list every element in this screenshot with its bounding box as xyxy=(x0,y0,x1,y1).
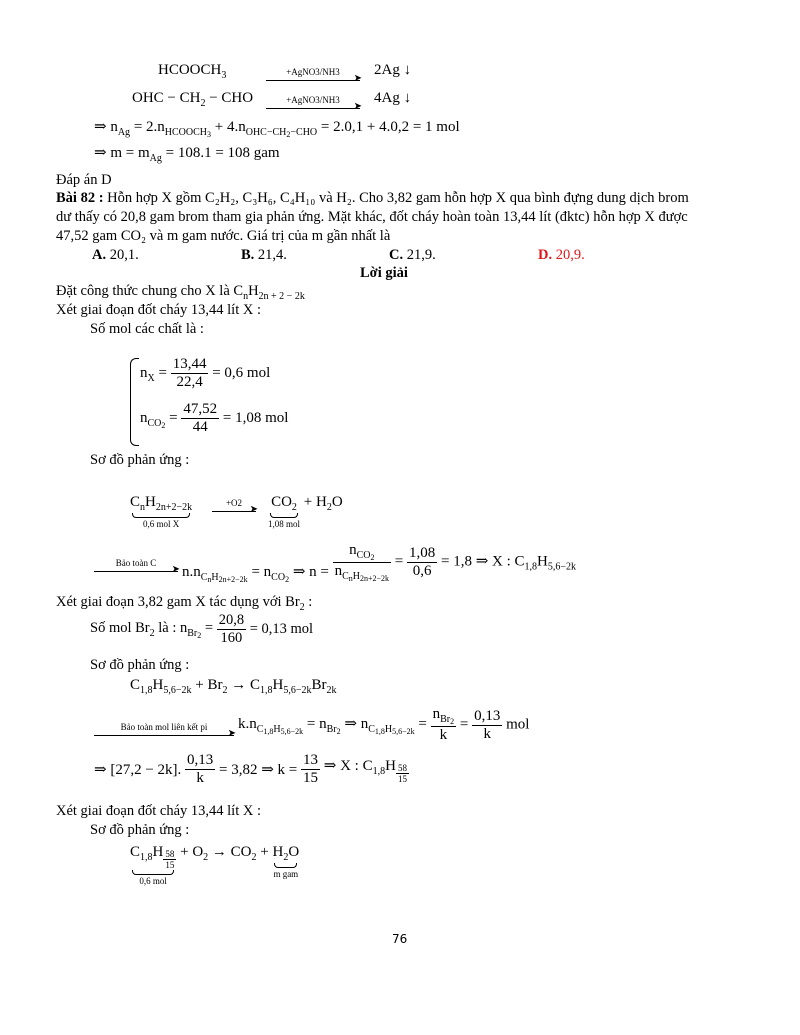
text: ⇒ n xyxy=(340,716,369,732)
sub: 2 xyxy=(161,420,166,430)
text: = 0,6 mol xyxy=(212,364,271,381)
sub: H xyxy=(384,724,393,735)
frac-num: 13,44 xyxy=(172,356,207,372)
reaction-3-products xyxy=(268,494,343,529)
sub: H xyxy=(352,570,360,582)
sub: C xyxy=(342,570,349,582)
text: C xyxy=(130,677,141,693)
text: n xyxy=(432,706,441,722)
arrow-label: Bảo toàn mol liên kết pi xyxy=(120,722,208,733)
option-d xyxy=(538,247,585,264)
sub: 2n+2−2k xyxy=(360,573,390,583)
text: = 3,82 ⇒ k = xyxy=(219,762,298,778)
text: = 1,08 mol xyxy=(222,409,289,426)
text: = 0,13 mol xyxy=(249,621,314,637)
brace-caption: m gam xyxy=(273,869,299,879)
text: ⇒ n = xyxy=(289,564,329,580)
sub: 2 xyxy=(237,498,243,509)
frac-num: 0,13 xyxy=(187,752,214,768)
sub: 2 xyxy=(326,502,332,513)
sub: 5,6−2k xyxy=(283,685,312,696)
text: O xyxy=(331,494,343,510)
text: ⇒ [27,2 − 2k]. xyxy=(94,762,182,778)
sub: 1,8 xyxy=(372,765,386,777)
text: = xyxy=(414,716,427,732)
reaction-3-arrow: +O2 ➤ xyxy=(212,502,256,519)
sub: H xyxy=(273,724,281,735)
frac-den: 15 xyxy=(165,860,175,870)
text: n.n xyxy=(182,564,201,580)
reaction-5 xyxy=(130,844,299,886)
carbon-balance-equation xyxy=(182,540,576,584)
frac-num: 1,08 xyxy=(409,544,436,561)
sub: Br xyxy=(326,724,337,735)
sub: 2 xyxy=(283,852,289,863)
sub: CO xyxy=(271,572,286,583)
frac-num: 58 xyxy=(165,849,175,859)
pi-balance-equation xyxy=(238,706,529,744)
problem-line-3: 47,52 gam CO₂ và m gam nước. Giá trị của m gần nhất là xyxy=(56,228,391,244)
eq-part: = 108.1 = 108 gam xyxy=(161,145,280,161)
sol-line-2: Xét giai đoạn đốt cháy 13,44 lít X : xyxy=(56,302,261,318)
sub: CO xyxy=(147,417,162,429)
sub: 5,6−2k xyxy=(547,561,577,573)
option-c xyxy=(389,247,436,264)
option-letter: B. xyxy=(241,247,255,263)
text: → CO xyxy=(208,844,252,860)
problem-label: Bài 82 : xyxy=(56,190,104,206)
sub: 2 xyxy=(450,717,455,726)
sub: 2n + 2 − 2k xyxy=(258,291,305,302)
br2-moles xyxy=(90,612,313,647)
sol-line-8: Sơ đồ phản ứng : xyxy=(90,822,190,838)
reaction-1-reactant: HCOOCH xyxy=(158,62,222,78)
sub: 2 xyxy=(299,602,305,613)
reaction-1-product: 2Ag ↓ xyxy=(374,62,412,78)
sub: 3 xyxy=(221,70,227,81)
eq-part: + 4.n xyxy=(211,119,246,135)
sub: n xyxy=(140,502,146,513)
sub: C xyxy=(256,724,264,735)
arrow-label: Bảo toàn C xyxy=(115,558,157,569)
sub: 2 xyxy=(251,852,257,863)
sub: 1,8 xyxy=(374,727,385,736)
reaction-2-product: 4Ag ↓ xyxy=(374,90,412,106)
sub: OHC−CH xyxy=(245,127,287,138)
frac-num: 47,52 xyxy=(183,401,218,417)
brace-caption: 1,08 mol xyxy=(268,519,301,529)
text: n xyxy=(140,364,148,381)
sub: 2 xyxy=(336,727,341,736)
option-letter: D. xyxy=(538,247,553,263)
sub: C xyxy=(368,724,375,735)
sub: 3 xyxy=(335,67,340,78)
sub: n xyxy=(348,573,353,583)
sub: 2n+2−2k xyxy=(218,575,248,584)
text: H xyxy=(537,553,548,570)
frac-den: k xyxy=(483,725,491,742)
sol-line-6: Sơ đồ phản ứng : xyxy=(90,657,190,673)
text: Br xyxy=(311,677,327,693)
option-value: 21,9. xyxy=(403,247,436,263)
option-a xyxy=(92,247,139,264)
text: + xyxy=(256,844,273,860)
text: : xyxy=(304,594,313,610)
sub: 5,6−2k xyxy=(280,727,304,736)
text: Đặt công thức chung cho X là C xyxy=(56,283,244,299)
sub: 1,8 xyxy=(524,561,538,573)
sub: 2k xyxy=(326,685,337,696)
text: = 1,8 ⇒ X : C xyxy=(441,553,525,570)
eq-part: ⇒ n xyxy=(94,119,118,135)
arrow-label-tail: /NH xyxy=(319,95,336,106)
text: H xyxy=(272,844,284,860)
text: H xyxy=(272,677,284,693)
sub: 1,8 xyxy=(259,685,273,696)
text: = xyxy=(394,553,404,570)
nag-equation xyxy=(94,117,460,139)
sol-line-1 xyxy=(56,283,305,302)
text: H xyxy=(145,494,156,510)
reaction-1 xyxy=(158,62,226,81)
m-equation xyxy=(94,143,280,164)
option-value: 21,4. xyxy=(254,247,287,263)
text: Số mol Br xyxy=(90,619,150,636)
frac-den: 160 xyxy=(220,630,243,646)
reaction-4 xyxy=(130,677,336,696)
text: n xyxy=(140,409,148,426)
text: C xyxy=(130,844,141,860)
arrow-label: +O xyxy=(225,498,238,509)
sub: −CHO xyxy=(290,127,318,138)
frac-den: 15 xyxy=(397,773,407,784)
sub: CO xyxy=(356,549,371,561)
sub: X xyxy=(147,372,155,384)
text: CO xyxy=(271,494,292,510)
brace-caption: 0,6 mol X xyxy=(142,519,180,529)
sub: 3 xyxy=(207,130,212,139)
sub: HCOOCH xyxy=(164,127,208,138)
frac-num: 0,13 xyxy=(474,707,501,724)
k-equation xyxy=(94,752,409,787)
nco2-equation: $n_{CO2}$ = $\frac{47,52}{44}$ = 1,08 mol xyxy=(140,401,289,435)
eq-part: ⇒ m = m xyxy=(94,145,150,161)
sol-line-4: Sơ đồ phản ứng : xyxy=(90,452,190,468)
sub: 2 xyxy=(149,627,155,639)
option-letter: C. xyxy=(389,247,404,263)
sub: 1,8 xyxy=(140,852,153,863)
sub: 2 xyxy=(197,630,202,640)
sol-line-7: Xét giai đoạn đốt cháy 13,44 lít X : xyxy=(56,803,261,819)
reaction-3-reactant xyxy=(130,494,192,529)
text: H xyxy=(248,283,259,299)
text: n xyxy=(349,541,357,558)
option-letter: A. xyxy=(92,247,107,263)
sub: 1,8 xyxy=(140,685,153,696)
sub: H xyxy=(211,572,219,583)
sub: n xyxy=(243,291,249,302)
nx-equation: $n_X$ = $\frac{13,44}{22,4}$ = 0,6 mol xyxy=(140,356,271,390)
problem-line-2: dư thấy có 20,8 gam brom tham gia phản ứng. Mặt khác, đốt cháy hoàn toàn 13,44 lít (đktc) hỗn hợp X được xyxy=(56,209,688,225)
sub: 3 xyxy=(335,95,340,106)
system-brace xyxy=(130,358,139,446)
text: H xyxy=(152,677,164,693)
problem-line-1 xyxy=(56,190,689,207)
sub: 2 xyxy=(286,130,291,139)
eq-part: = 2.n xyxy=(130,119,165,135)
text: ⇒ X : C xyxy=(323,757,373,774)
option-value: 20,1. xyxy=(106,247,139,263)
option-value: 20,9. xyxy=(552,247,585,263)
frac-den: k xyxy=(439,727,448,743)
text: H xyxy=(385,757,396,774)
text: H xyxy=(152,844,164,860)
brace-caption: 0,6 mol xyxy=(139,876,167,886)
sub: 2 xyxy=(222,685,228,696)
sub: 5,6−2k xyxy=(392,727,415,736)
text: + Br xyxy=(191,677,223,693)
text: → C xyxy=(227,677,260,693)
text: mol xyxy=(506,716,530,733)
frac-num: 13 xyxy=(303,752,319,768)
sub: Br xyxy=(440,714,451,725)
sub: 3 xyxy=(315,67,320,78)
sub: Ag xyxy=(149,153,162,164)
sub: C xyxy=(200,572,208,583)
text: = xyxy=(201,619,214,636)
previous-answer: Đáp án D xyxy=(56,172,112,188)
sub: n xyxy=(207,575,212,584)
arrow-label-tail: /NH xyxy=(319,67,336,78)
sol-line-3: Số mol các chất là : xyxy=(90,321,204,337)
text: + O xyxy=(176,844,204,860)
sub: 2n+2−2k xyxy=(155,502,193,513)
text: + H xyxy=(300,494,327,510)
sub: 2 xyxy=(200,98,206,109)
text: n xyxy=(334,562,343,579)
frac-den: 15 xyxy=(303,770,319,786)
reaction-2-arrow: +AgNO3/NH3 ➤ xyxy=(266,99,360,116)
solution-title: Lời giải xyxy=(360,265,408,281)
sub: 2 xyxy=(203,852,209,863)
reaction-2 xyxy=(132,90,253,109)
page-number: 76 xyxy=(392,932,408,946)
sub: 1,8 xyxy=(263,727,274,736)
frac-den: 0,6 xyxy=(412,562,432,579)
text: = n xyxy=(247,564,272,580)
reaction-2-reactant: OHC − CH xyxy=(132,90,201,106)
reaction-1-arrow: +AgNO3/NH3 ➤ xyxy=(266,71,360,88)
text: là : n xyxy=(154,619,188,636)
text: O xyxy=(288,844,300,860)
problem-text: Hỗn hợp X gồm C₂H₂, C₃H₆, C₄H₁₀ và H₂. Cho 3,82 gam hỗn hợp X qua bình đựng dung dịch brom xyxy=(103,190,689,206)
eq-part: = 2.0,1 + 4.0,2 = 1 mol xyxy=(317,119,460,135)
option-b xyxy=(241,247,287,264)
sub: 2 xyxy=(285,575,290,584)
sub: 2 xyxy=(370,552,375,562)
pi-balance-arrow: Bảo toàn mol liên kết pi ➤ xyxy=(94,726,234,743)
sub: Br xyxy=(187,627,198,639)
text: = xyxy=(459,716,469,733)
text: = n xyxy=(303,716,327,732)
arrow-label: +AgNO xyxy=(286,95,316,106)
sub: 2 xyxy=(291,502,297,513)
frac-num: 20,8 xyxy=(218,612,245,628)
frac-num: 58 xyxy=(397,762,407,773)
reaction-2-reactant-tail: − CHO xyxy=(205,90,254,106)
frac-den: k xyxy=(196,770,204,786)
text: k.n xyxy=(238,716,257,732)
sub: 3 xyxy=(315,95,320,106)
frac-den: 44 xyxy=(192,419,208,435)
sol-line-5 xyxy=(56,594,312,613)
frac-den: 22,4 xyxy=(176,374,203,390)
text: C xyxy=(130,494,141,510)
sub: Ag xyxy=(117,127,131,138)
sub: 5,6−2k xyxy=(163,685,192,696)
carbon-balance-arrow: Bảo toàn C ➤ xyxy=(94,562,178,579)
arrow-label: +AgNO xyxy=(286,67,316,78)
text: Xét giai đoạn 3,82 gam X tác dụng với Br xyxy=(56,594,300,610)
